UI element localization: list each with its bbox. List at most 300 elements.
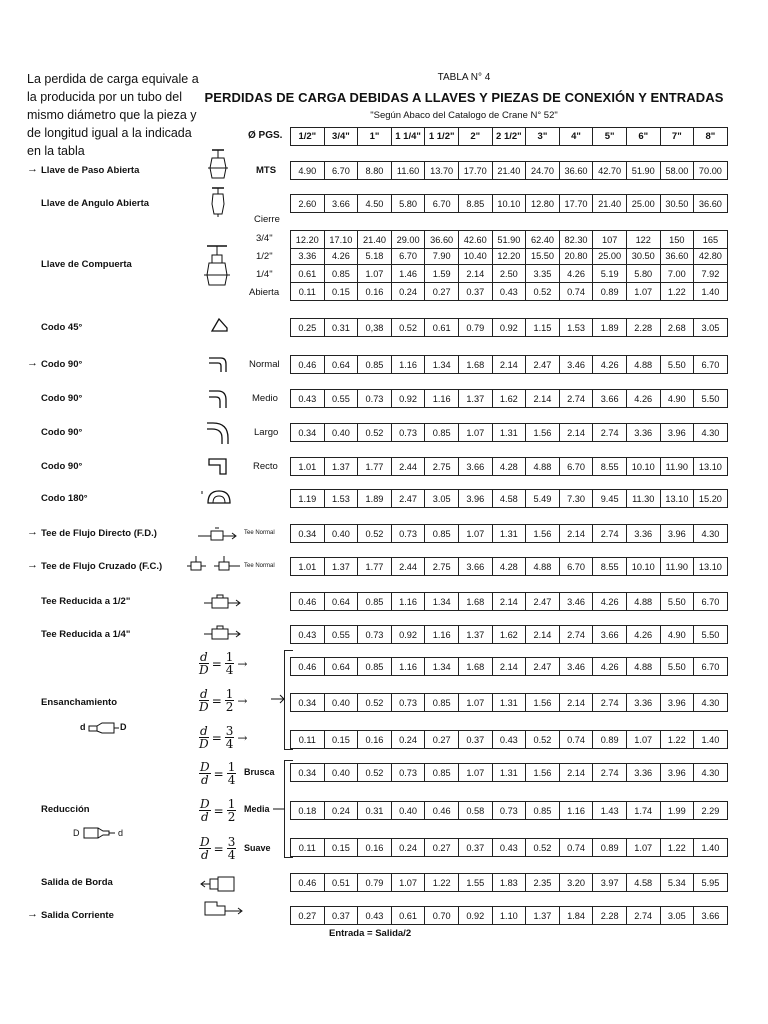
table-cell: 4.28 — [492, 557, 527, 576]
table-cell: 4.30 — [693, 423, 728, 442]
label-tee-fc: Tee de Flujo Cruzado (F.C.) — [41, 561, 163, 572]
table-cell: 1.16 — [391, 355, 426, 374]
table-cell: 2.14 — [458, 265, 493, 283]
table-cell: 7.30 — [559, 489, 594, 508]
table-cell: 4.58 — [626, 873, 661, 892]
table-cell: 2.14 — [559, 423, 594, 442]
table-row — [290, 283, 727, 301]
table-cell: 6.70 — [693, 355, 728, 374]
label-salida-borda: Salida de Borda — [41, 877, 113, 888]
table-cell: 1.43 — [592, 801, 627, 820]
table-cell: 122 — [626, 230, 661, 249]
table-cell: 13.70 — [424, 161, 459, 180]
table-cell: 11.30 — [626, 489, 661, 508]
table-cell: 0.46 — [424, 801, 459, 820]
table-cell: 1.53 — [324, 489, 359, 508]
table-cell: 0.55 — [324, 389, 359, 408]
table-row — [290, 489, 727, 508]
table-cell: 1.56 — [525, 524, 560, 543]
table-cell: 0.37 — [458, 838, 493, 857]
frac-num: 1 — [225, 687, 234, 701]
table-cell: 0.73 — [357, 389, 392, 408]
elbow-180-icon — [200, 488, 234, 506]
table-row — [290, 194, 727, 213]
tee-reduced-14-icon — [203, 625, 243, 641]
table-cell: 1.34 — [424, 592, 459, 611]
table-row — [290, 423, 727, 442]
table-cell: 3.66 — [458, 557, 493, 576]
table-cell: 2.44 — [391, 557, 426, 576]
table-cell: 6.70 — [324, 161, 359, 180]
tee-normal-label: Tee Normal — [244, 530, 275, 536]
expansion-icon — [88, 722, 120, 734]
table-cell: 2.47 — [525, 355, 560, 374]
table-cell: 0.79 — [357, 873, 392, 892]
table-cell: 0.92 — [458, 906, 493, 925]
table-cell: 10.10 — [626, 557, 661, 576]
table-cell: 0.92 — [391, 389, 426, 408]
label-llave-compuerta: Llave de Compuerta — [41, 259, 132, 270]
table-cell: 3.46 — [559, 355, 594, 374]
intro-line: La perdida de carga equivale a — [27, 72, 199, 86]
table-cell: 1.07 — [626, 838, 661, 857]
table-cell: 1.16 — [391, 657, 426, 676]
table-cell: 4.26 — [626, 389, 661, 408]
table-cell: 1.37 — [525, 906, 560, 925]
table-cell: 4.58 — [492, 489, 527, 508]
table-cell: 3.36 — [626, 524, 661, 543]
table-cell: 1.40 — [693, 730, 728, 749]
table-cell: 0.61 — [391, 906, 426, 925]
table-cell: 0.85 — [357, 657, 392, 676]
table-cell: 13.10 — [693, 557, 728, 576]
table-row — [290, 801, 727, 820]
table-cell: 13.10 — [693, 457, 728, 476]
table-cell: 0.73 — [391, 693, 426, 712]
table-cell: 3.97 — [592, 873, 627, 892]
tee-reduced-12-icon — [203, 594, 243, 610]
table-cell: 1.07 — [357, 265, 392, 283]
table-row — [290, 161, 727, 180]
table-cell: 3.20 — [559, 873, 594, 892]
table-cell: 2.75 — [424, 457, 459, 476]
table-cell: 2.74 — [592, 693, 627, 712]
table-cell: 36.60 — [693, 194, 728, 213]
table-cell: 4.88 — [626, 657, 661, 676]
table-cell: 0.37 — [324, 906, 359, 925]
table-cell: 0.79 — [458, 318, 493, 337]
table-cell: 21.40 — [492, 161, 527, 180]
table-cell: 0.52 — [357, 763, 392, 782]
table-cell: 3.05 — [424, 489, 459, 508]
table-row — [290, 265, 727, 283]
arrow-marker: → — [237, 656, 248, 671]
label-codo90-normal: Codo 90° — [41, 359, 83, 370]
table-cell: 0.15 — [324, 730, 359, 749]
table-cell: 2.14 — [559, 763, 594, 782]
fraction-ratio: $\frac{D}{d}$ = $\frac{1}{2}$ — [200, 797, 236, 824]
elbow-90-medio-icon — [207, 388, 229, 410]
table-cell: 0.74 — [559, 283, 594, 301]
table-cell: 29.00 — [391, 230, 426, 249]
table-cell: 11.60 — [391, 161, 426, 180]
frac-den: 2 — [227, 810, 236, 824]
table-cell: 17.70 — [458, 161, 493, 180]
table-cell: 24.70 — [525, 161, 560, 180]
table-cell: 0.52 — [357, 524, 392, 543]
table-cell: 2.14 — [525, 625, 560, 644]
table-cell: 12.80 — [525, 194, 560, 213]
table-cell: 5.50 — [693, 389, 728, 408]
table-cell: 1.40 — [693, 838, 728, 857]
table-cell: 2.74 — [626, 906, 661, 925]
frac-den: 4 — [225, 663, 234, 677]
table-cell: 0.40 — [324, 423, 359, 442]
table-cell: 20.80 — [559, 247, 594, 265]
table-cell: 11.90 — [660, 557, 695, 576]
table-cell: 0.74 — [559, 838, 594, 857]
frac-num: d — [200, 687, 208, 701]
table-cell: 4.88 — [626, 592, 661, 611]
table-cell: 1.46 — [391, 265, 426, 283]
table-cell: 2.74 — [592, 763, 627, 782]
table-cell: 0.89 — [592, 838, 627, 857]
header-row — [290, 127, 727, 146]
elbow-90-normal-icon — [207, 354, 229, 374]
table-cell: 0.73 — [357, 625, 392, 644]
table-cell: 4.30 — [693, 524, 728, 543]
table-cell: 12.20 — [492, 247, 527, 265]
table-cell: 1.15 — [525, 318, 560, 337]
table-cell: 1.77 — [357, 557, 392, 576]
frac-num: D — [200, 797, 210, 811]
table-cell: 1.89 — [357, 489, 392, 508]
table-cell: 0.46 — [290, 873, 325, 892]
table-cell: 0.89 — [592, 283, 627, 301]
table-row — [290, 763, 727, 782]
table-row — [290, 730, 727, 749]
table-cell: 5.50 — [693, 625, 728, 644]
red-d-label: d — [118, 828, 124, 838]
table-cell: 1.19 — [290, 489, 325, 508]
table-cell: 4.90 — [660, 389, 695, 408]
table-cell: 1.37 — [458, 389, 493, 408]
table-cell: 0.11 — [290, 838, 325, 857]
table-cell: 4.50 — [357, 194, 392, 213]
table-cell: 3.96 — [660, 693, 695, 712]
frac-den: 4 — [227, 773, 236, 787]
intro-line: la producida por un tubo del — [27, 90, 182, 104]
diameter-label: Ø PGS. — [248, 130, 283, 141]
table-cell: 1.56 — [525, 693, 560, 712]
table-cell: 3.66 — [592, 389, 627, 408]
label-tee-r12: Tee Reducida a 1/2" — [41, 596, 131, 607]
table-cell: 4.88 — [525, 457, 560, 476]
frac-den: d — [200, 810, 209, 824]
frac-num: 3 — [227, 835, 236, 849]
label-salida-corriente: Salida Corriente — [41, 910, 114, 921]
frac-num: 1 — [225, 650, 234, 664]
table-cell: 1.89 — [592, 318, 627, 337]
frac-den: 4 — [225, 737, 234, 751]
table-cell: 2.47 — [525, 657, 560, 676]
table-cell: 3.36 — [626, 763, 661, 782]
table-cell: 1.07 — [458, 423, 493, 442]
table-cell: 3.36 — [290, 247, 325, 265]
table-cell: 58.00 — [660, 161, 695, 180]
suave-label: Suave — [244, 843, 271, 853]
table-cell: 2.28 — [592, 906, 627, 925]
table-cell: 10.10 — [492, 194, 527, 213]
label-ensanchamiento: Ensanchamiento — [41, 697, 118, 708]
arrow-marker: → — [27, 163, 38, 175]
table-row — [290, 318, 727, 337]
table-cell: 2.47 — [391, 489, 426, 508]
table-cell: 4.26 — [559, 265, 594, 283]
table-cell: 0.89 — [592, 730, 627, 749]
table-cell: 1.31 — [492, 524, 527, 543]
table-cell: 51.90 — [626, 161, 661, 180]
table-cell: 0.85 — [424, 693, 459, 712]
arrow-marker: → — [27, 908, 38, 920]
table-cell: 0.92 — [391, 625, 426, 644]
table-cell: 0.16 — [357, 283, 392, 301]
table-cell: 0.34 — [290, 423, 325, 442]
table-cell: 1.68 — [458, 355, 493, 374]
gate-valve-icon — [207, 148, 229, 180]
frac-den: D — [199, 700, 209, 714]
frac-den: d — [200, 848, 209, 862]
largo-label: Largo — [254, 427, 279, 438]
table-cell: 21.40 — [592, 194, 627, 213]
table-cell: 0.15 — [324, 838, 359, 857]
table-cell: 0.18 — [290, 801, 325, 820]
table-cell: 2.28 — [626, 318, 661, 337]
table-cell: 5.80 — [391, 194, 426, 213]
table-cell: 42.70 — [592, 161, 627, 180]
table-cell: 7.90 — [424, 247, 459, 265]
table-cell: 4.90 — [290, 161, 325, 180]
table-cell: 15.20 — [693, 489, 728, 508]
table-cell: 0.85 — [357, 355, 392, 374]
table-cell: 3.35 — [525, 265, 560, 283]
table-cell: 0.46 — [290, 355, 325, 374]
table-cell: 0.85 — [525, 801, 560, 820]
table-cell: 0.92 — [492, 318, 527, 337]
table-cell: 1.34 — [424, 355, 459, 374]
table-cell: 9.45 — [592, 489, 627, 508]
table-cell: 4.88 — [626, 355, 661, 374]
table-cell: 82.30 — [559, 230, 594, 249]
table-cell: 0.27 — [424, 838, 459, 857]
table-cell: 0.61 — [424, 318, 459, 337]
table-cell: 1.01 — [290, 457, 325, 476]
table-cell: 1.22 — [660, 838, 695, 857]
label-codo45: Codo 45° — [41, 322, 83, 333]
table-cell: 0.74 — [559, 730, 594, 749]
table-cell: 0.85 — [424, 524, 459, 543]
table-row — [290, 247, 727, 265]
table-cell: 2.74 — [559, 625, 594, 644]
table-cell: 1.99 — [660, 801, 695, 820]
label-codo180: Codo 180° — [41, 493, 88, 504]
table-cell: 3.66 — [693, 906, 728, 925]
table-cell: 0.27 — [290, 906, 325, 925]
table-cell: 0.73 — [391, 763, 426, 782]
table-cell: 0.73 — [391, 524, 426, 543]
table-row — [290, 625, 727, 644]
elbow-90-largo-icon — [205, 420, 231, 446]
table-row — [290, 838, 727, 857]
header-cell: 6" — [626, 127, 661, 146]
table-cell: 5.80 — [626, 265, 661, 283]
table-cell: 0.43 — [357, 906, 392, 925]
footer-note: Entrada = Salida/2 — [329, 928, 412, 939]
table-cell: 0.73 — [391, 423, 426, 442]
table-cell: 6.70 — [693, 592, 728, 611]
table-cell: 1.16 — [424, 389, 459, 408]
table-row — [290, 906, 727, 925]
table-row — [290, 457, 727, 476]
frac-den: d — [200, 773, 209, 787]
table-cell: 0.70 — [424, 906, 459, 925]
table-cell: 5.50 — [660, 355, 695, 374]
standard-outlet-icon — [203, 900, 245, 918]
table-cell: 30.50 — [626, 247, 661, 265]
table-cell: 0.31 — [324, 318, 359, 337]
table-cell: 0.24 — [391, 283, 426, 301]
reduction-icon — [83, 827, 117, 839]
angle-valve-icon — [207, 186, 229, 218]
table-cell: 2.74 — [592, 524, 627, 543]
table-cell: 1.53 — [559, 318, 594, 337]
header-cell: 5" — [592, 127, 627, 146]
table-cell: 0.43 — [492, 730, 527, 749]
bracket-line-icon — [272, 804, 286, 814]
table-cell: 0.25 — [290, 318, 325, 337]
header-cell: 3/4" — [324, 127, 359, 146]
table-cell: 2.44 — [391, 457, 426, 476]
label-tee-fd: Tee de Flujo Directo (F.D.) — [41, 528, 157, 539]
arrow-marker: → — [237, 693, 248, 708]
table-cell: 5.18 — [357, 247, 392, 265]
table-cell: 3.96 — [458, 489, 493, 508]
frac-den: 4 — [227, 848, 236, 862]
table-cell: 1.07 — [458, 693, 493, 712]
medio-label: Medio — [252, 393, 278, 404]
elbow-45-icon — [210, 316, 230, 334]
table-cell: 1.34 — [424, 657, 459, 676]
table-cell: 1.22 — [660, 283, 695, 301]
table-cell: 6.70 — [693, 657, 728, 676]
table-cell: 3.05 — [693, 318, 728, 337]
tee-cross-flow-icon — [186, 555, 242, 575]
table-cell: 1.56 — [525, 423, 560, 442]
table-cell: 0.52 — [357, 423, 392, 442]
table-cell: 0.55 — [324, 625, 359, 644]
brusca-label: Brusca — [244, 767, 275, 777]
table-cell: 30.50 — [660, 194, 695, 213]
frac-num: 1 — [227, 797, 236, 811]
table-cell: 0.40 — [391, 801, 426, 820]
table-cell: 0.46 — [290, 657, 325, 676]
table-cell: 2.14 — [492, 355, 527, 374]
table-cell: 36.60 — [660, 247, 695, 265]
table-cell: 6.70 — [424, 194, 459, 213]
header-cell: 3" — [525, 127, 560, 146]
table-cell: 5.95 — [693, 873, 728, 892]
label-codo90-medio: Codo 90° — [41, 393, 83, 404]
table-cell: 6.70 — [559, 557, 594, 576]
table-cell: 0.16 — [357, 730, 392, 749]
table-cell: 1.55 — [458, 873, 493, 892]
table-cell: 0.40 — [324, 693, 359, 712]
header-cell: 1/2" — [290, 127, 325, 146]
table-cell: 0.51 — [324, 873, 359, 892]
table-number: TABLA N° 4 — [437, 72, 491, 83]
fraction-ratio: $\frac{d}{D}$ = $\frac{1}{2}$ → — [199, 687, 248, 714]
bracket-arrow-icon — [270, 694, 286, 704]
table-cell: 15.50 — [525, 247, 560, 265]
table-cell: 0.34 — [290, 693, 325, 712]
page-subtitle: "Según Abaco del Catalogo de Crane N° 52" — [370, 110, 558, 121]
table-cell: 1.31 — [492, 423, 527, 442]
table-cell: 0.64 — [324, 592, 359, 611]
table-cell: 0.43 — [290, 625, 325, 644]
header-cell: 2 1/2" — [492, 127, 527, 146]
table-cell: 0.24 — [324, 801, 359, 820]
header-cell: 1" — [357, 127, 392, 146]
table-cell: 5.19 — [592, 265, 627, 283]
table-cell: 1.07 — [458, 763, 493, 782]
label-llave-angulo: Llave de Angulo Abierta — [41, 198, 150, 209]
red-D-label: D — [73, 828, 80, 838]
header-cell: 4" — [559, 127, 594, 146]
table-cell: 2.29 — [693, 801, 728, 820]
table-cell: 8.55 — [592, 457, 627, 476]
table-cell: 0,38 — [357, 318, 392, 337]
table-row — [290, 592, 727, 611]
table-cell: 1.74 — [626, 801, 661, 820]
table-cell: 0.46 — [290, 592, 325, 611]
table-cell: 10.10 — [626, 457, 661, 476]
fraction-ratio: $\frac{d}{D}$ = $\frac{1}{4}$ → — [199, 650, 248, 677]
closure-14-label: 1/4" — [256, 269, 273, 280]
table-row — [290, 557, 727, 576]
table-cell: 0.40 — [324, 763, 359, 782]
table-cell: 1.37 — [324, 457, 359, 476]
ens-D-label: D — [120, 722, 127, 732]
table-cell: 1.16 — [559, 801, 594, 820]
table-cell: 4.26 — [324, 247, 359, 265]
table-row — [290, 873, 727, 892]
table-cell: 0.43 — [290, 389, 325, 408]
table-cell: 0.58 — [458, 801, 493, 820]
table-cell: 0.64 — [324, 355, 359, 374]
header-cell: 1 1/4" — [391, 127, 426, 146]
arrow-marker: → — [27, 526, 38, 538]
table-cell: 0.37 — [458, 730, 493, 749]
table-cell: 1.07 — [391, 873, 426, 892]
table-cell: 0.15 — [324, 283, 359, 301]
table-row — [290, 524, 727, 543]
table-cell: 1.77 — [357, 457, 392, 476]
table-cell: 1.31 — [492, 763, 527, 782]
closure-34-label: 3/4" — [256, 233, 273, 244]
table-cell: 25.00 — [626, 194, 661, 213]
table-cell: 25.00 — [592, 247, 627, 265]
table-cell: 150 — [660, 230, 695, 249]
